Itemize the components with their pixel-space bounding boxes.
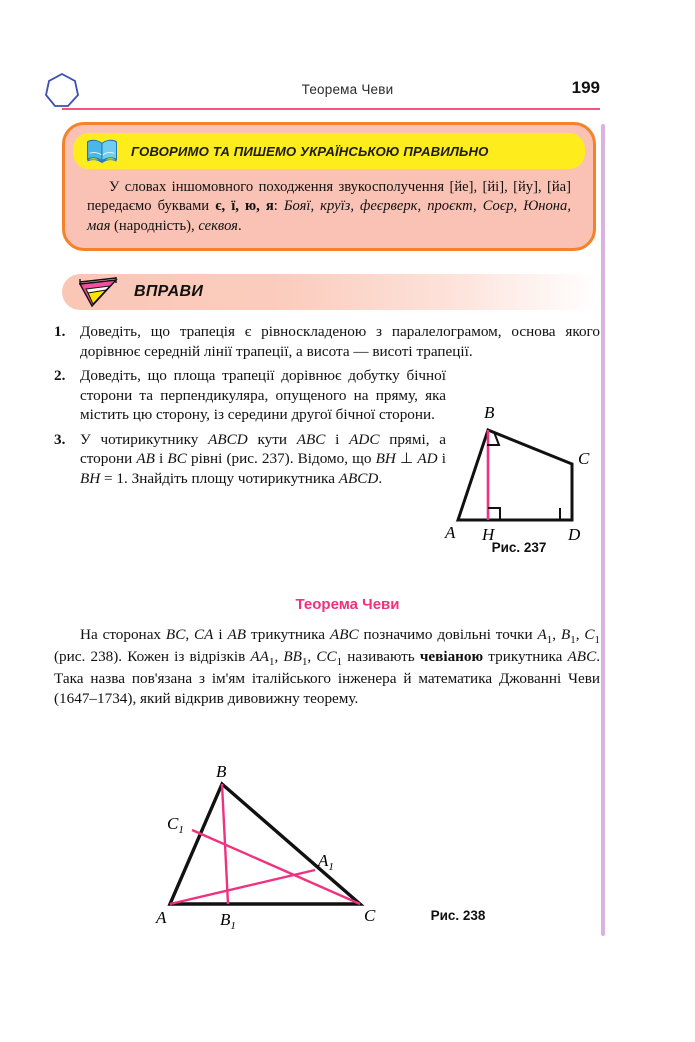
language-tip-title: ГОВОРИМО ТА ПИШЕМО УКРАЇНСЬКОЮ ПРАВИЛЬНО [131,143,489,159]
header-divider [62,108,600,110]
language-tip-body: У словах іншомовного походження звукосполучення [йе], [йі], [йу], [йа] передаємо буквами є, ї, ю, я: Бояї, круїз, феєрверк, проєкт, Соєр, Юнона, мая (народність), секвоя. [87,179,571,234]
figure-238-caption: Рис. 238 [430,908,486,923]
exercise-text: Доведіть, що трапеція є рівноскладеною з паралелограмом, основа якого дорівнює середній лінії трапеції, а висота — висоті трапеції. [80,323,600,360]
figure-238-label-A1: $A_1$ [318,851,334,873]
open-book-icon [85,138,119,164]
page-number: 199 [571,78,600,97]
figure-238-label-A: A [156,908,167,927]
exercises-banner-label: ВПРАВИ [134,283,204,300]
figure-238-label-B1: $B_1$ [220,910,236,932]
triangle-ruler-icon [76,276,122,308]
figure-237-caption: Рис. 237 [491,540,547,555]
exercise-number: 2. [54,367,66,385]
theorem-heading: Теорема Чеви [295,596,400,613]
figure-237-diagram [444,392,604,562]
language-tip-box [62,122,596,251]
figure-237-label-C: C [578,449,590,468]
exercise-text: У чотирикутнику ABCD кути ABC і ADC прямі, а сторони AB і BC рівні (рис. 237). Відомо, що BH ⊥ AD і BH = 1. Знайдіть площу чотирикутника ABCD. [80,430,446,487]
exercise-item-1 [54,322,600,361]
figure-237-label-H: H [482,525,495,544]
figure-237-label-A: A [445,523,456,542]
figure-238-label-B: B [216,762,227,781]
exercise-number: 1. [54,323,66,340]
page-title: Теорема Чеви [301,82,394,97]
exercise-number: 3. [54,430,66,448]
exercises-banner [62,274,600,310]
figure-237-label-B: B [484,403,495,422]
language-tip-header [73,133,585,169]
figure-237-label-D: D [568,525,581,544]
figure-238-diagram [150,762,410,937]
figure-238-label-C: C [364,906,376,925]
theorem-paragraph: На сторонах BC, CA і AB трикутника ABC позначимо довільні точки $A_1$, $B_1$, $C_1$ (рис. 238). Кожен із відрізків $AA_1$, $BB_1$, $CC_1$ називають чевіаною трикутника ABC. Така назва пов'язана з ім'ям італійського інженера й математика Джованні Чеви (1647–1734), який відкрив дивовижну теорему. [54,626,601,707]
exercise-text: Доведіть, що площа трапеції дорівнює добутку бічної сторони та перпендикуляра, опущеного на пряму, яка містить цю сторону, із середини другої бічної сторони. [80,367,446,424]
figure-238-label-C1: $C_1$ [167,814,184,836]
